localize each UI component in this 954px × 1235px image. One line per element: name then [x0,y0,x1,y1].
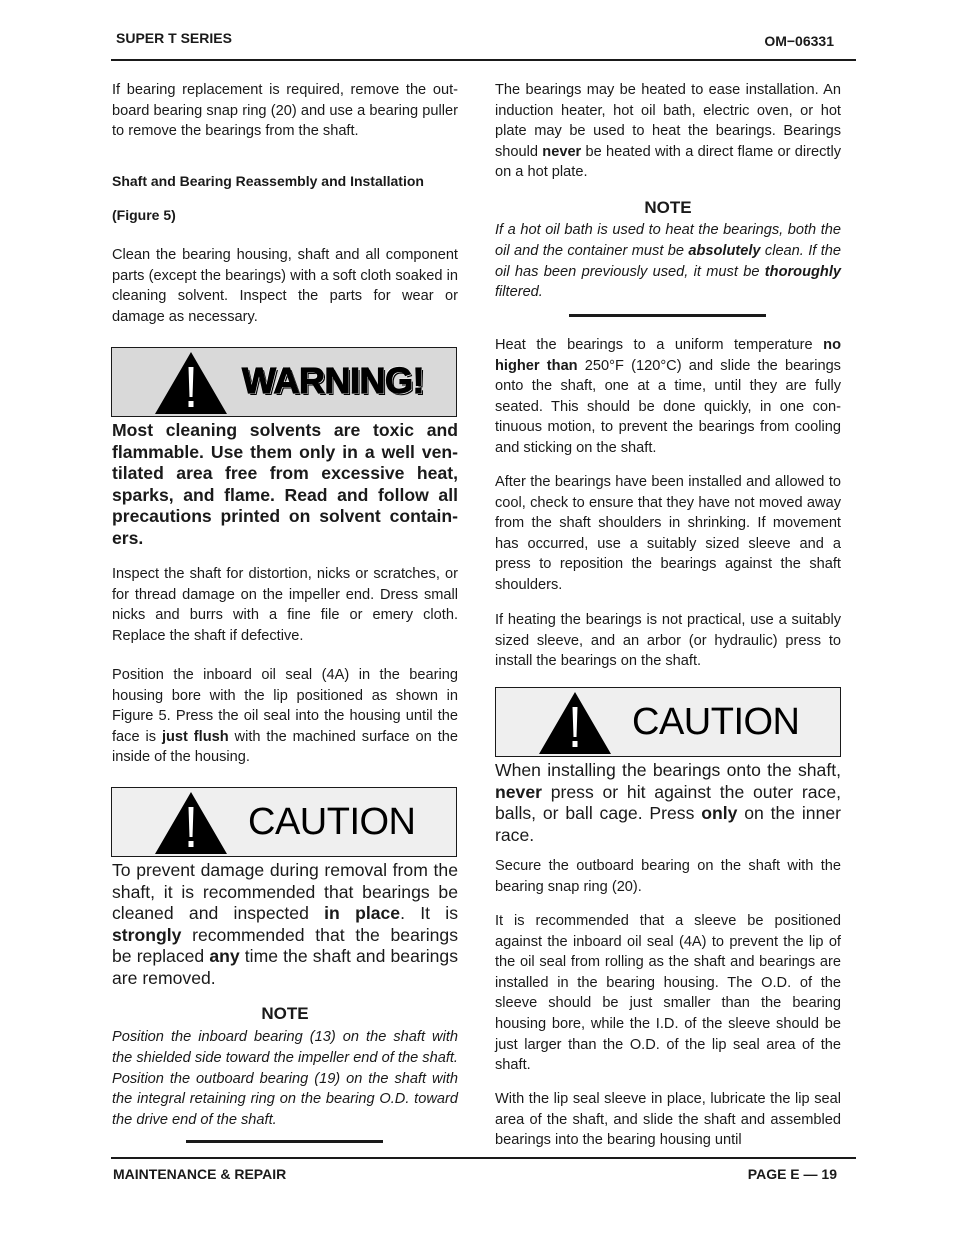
warning-triangle-icon [154,351,228,415]
right-paragraph-4: If heating the bearings is not practical, use a suitably sized sleeve, and an arbor (or hydraulic) press to install the bearings on the shaft. [495,612,841,670]
section-heading: Shaft and Bearing Reassembly and Installation [112,173,424,189]
header-series: SUPER T SERIES [116,30,232,46]
warning-box [111,347,457,417]
note-heading-right: NOTE [644,198,692,217]
note-heading-left: NOTE [261,1004,309,1023]
note-end-rule-right [569,314,766,317]
right-paragraph-5: Secure the outboard bearing on the shaft with the bearing snap ring (20). [495,858,841,895]
figure-reference: (Figure 5) [112,207,176,223]
note-text-right: If a hot oil bath is used to heat the bearings, both the oil and the container must be absolutely clean. If the oil has been previously used, it must be thoroughly filtered. [495,222,841,301]
footer-rule [111,1157,856,1159]
right-paragraph-7: With the lip seal sleeve in place, lubricate the lip seal area of the shaft, and slide the shaft and assembled bearings into the bearing housing until [495,1091,841,1149]
left-paragraph-1: If bearing replacement is required, remove the outboard bearing snap ring (20) and use a bearing puller to remove the bearings from the shaft. [112,82,458,140]
caution-label-right: CAUTION [632,701,800,743]
caution-box-right [495,687,841,757]
caution-text-left: To prevent damage during removal from the shaft, it is recommended that bearings be cleaned and inspected in place. It is strongly recommended that the bearings be replaced any time the shaft and bearings are removed. [112,860,458,988]
caution-triangle-icon [154,791,228,855]
caution-text-right: When installing the bearings onto the shaft, never press or hit against the outer race, balls, or ball cage. Press only on the inner race. [495,760,841,845]
left-paragraph-3: Inspect the shaft for distortion, nicks or scratches, or for thread damage on the impeller end. Dress small nicks and burrs with a fine file or emery cloth. Replace the shaft if defective. [112,566,458,644]
right-paragraph-2: Heat the bearings to a uniform temperature no higher than 250°F (120°C) and slide the bearings onto the shaft, one at a time, until they are fully seated. This should be done quickly, in one continuous motion, to prevent the bearings from cooling and sticking on the shaft. [495,337,841,456]
note-text-left: Position the inboard bearing (13) on the shaft with the shielded side toward the impeller end of the shaft. Position the outboard bearing (19) on the shaft with the integral retaining ring on the bearing O.D. toward the drive end of the shaft. [112,1029,458,1129]
header-rule [111,59,856,61]
footer-section: MAINTENANCE & REPAIR [113,1166,287,1182]
caution-box-left [111,787,457,857]
left-paragraph-2: Clean the bearing housing, shaft and all component parts (except the bearings) with a soft cloth soaked in cleaning solvent. Inspect the parts for wear or damage as necessary. [112,247,458,325]
right-paragraph-3: After the bearings have been installed and allowed to cool, check to ensure that they have not moved away from the shaft shoulders in shrinking. If movement has occurred, use a suitably sized sleeve and a press to reposition the bearings against the shaft shoulders. [495,474,841,593]
caution-label-left: CAUTION [248,801,416,843]
warning-text: Most cleaning solvents are toxic and flammable. Use them only in a well ventilated area free from excessive heat, sparks, and flame. Read and follow all precautions printed on solvent containers. [112,420,458,548]
caution-triangle-icon [538,691,612,755]
footer-page-number: PAGE E — 19 [747,1166,837,1182]
right-paragraph-6: It is recommended that a sleeve be positioned against the inboard oil seal (4A) to prevent the lip of the oil seal from rolling as the shaft and bearings are installed in the bearing housing. The O.D. of the sleeve should be just smaller than the bearing housing bore, while the I.D. of the sleeve should be just larger than the O.D. of the lip seal area of the shaft. [495,913,841,1074]
note-end-rule-left [186,1140,383,1143]
warning-label: WARNING! [242,360,424,401]
header-doc-number: OM−06331 [764,33,834,49]
right-paragraph-1: The bearings may be heated to ease installation. An induction heater, hot oil bath, electric oven, or hot plate may be used to heat the bearings. Bearings should never be heated with a direct flame or directly on a hot plate. [495,82,842,181]
left-paragraph-4: Position the inboard oil seal (4A) in the bearing housing bore with the lip positioned as shown in Figure 5. Press the oil seal into the housing until the face is just flush with the machined surface on the inside of the housing. [112,667,458,766]
